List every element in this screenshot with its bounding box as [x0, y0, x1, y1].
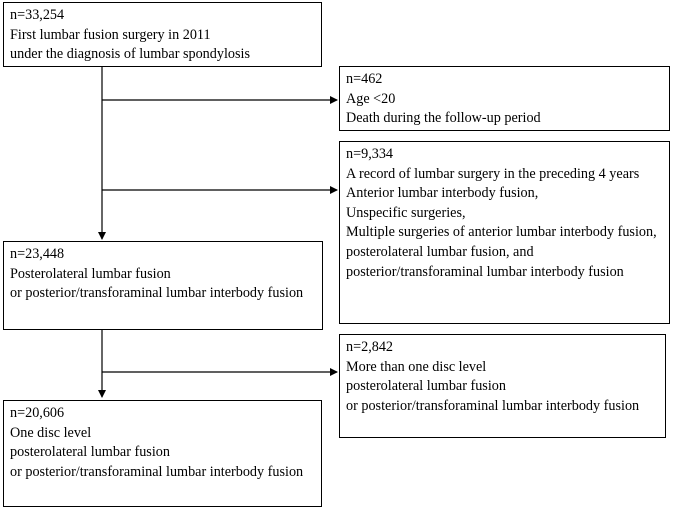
- exclusion-3-box: [339, 334, 666, 438]
- exclusion-2-line-3: Unspecific surgeries,: [346, 204, 466, 221]
- intermediate-cohort-box: [3, 241, 323, 330]
- start-cohort-box: [3, 2, 322, 67]
- start-line-2: under the diagnosis of lumbar spondylosis: [10, 46, 250, 63]
- final-line-1: One disc level: [10, 424, 92, 441]
- exclusion-1-line-1: Age <20: [346, 90, 396, 107]
- exclusion-2-line-1: A record of lumbar surgery in the preceding 4 years: [346, 165, 640, 182]
- final-line-2: posterolateral lumbar fusion: [10, 444, 170, 461]
- exclusion-1-line-2: Death during the follow-up period: [346, 110, 541, 127]
- exclusion-3-count: n=2,842: [346, 339, 394, 355]
- exclusion-2-count: n=9,334: [346, 146, 394, 162]
- final-count: n=20,606: [10, 405, 65, 421]
- exclusion-2-box: [339, 141, 670, 324]
- intermediate-line-1: Posterolateral lumbar fusion: [10, 265, 171, 282]
- intermediate-count: n=23,448: [10, 246, 65, 262]
- final-cohort-box: [3, 400, 322, 507]
- exclusion-1-count: n=462: [346, 71, 383, 87]
- exclusion-2-line-4: Multiple surgeries of anterior lumbar interbody fusion, posterolateral lumbar fusion, and posterior/transforaminal lumbar interbody fusion: [346, 224, 657, 280]
- exclusion-3-line-3: or posterior/transforaminal lumbar interbody fusion: [346, 397, 640, 414]
- start-line-1: First lumbar fusion surgery in 2011: [10, 26, 211, 43]
- exclusion-3-line-1: More than one disc level: [346, 358, 487, 375]
- exclusion-2-line-2: Anterior lumbar interbody fusion,: [346, 185, 539, 202]
- intermediate-line-2: or posterior/transforaminal lumbar interbody fusion: [10, 285, 304, 302]
- final-line-3: or posterior/transforaminal lumbar interbody fusion: [10, 463, 304, 480]
- exclusion-1-box: [339, 66, 670, 131]
- start-count: n=33,254: [10, 7, 65, 23]
- exclusion-3-line-2: posterolateral lumbar fusion: [346, 378, 506, 395]
